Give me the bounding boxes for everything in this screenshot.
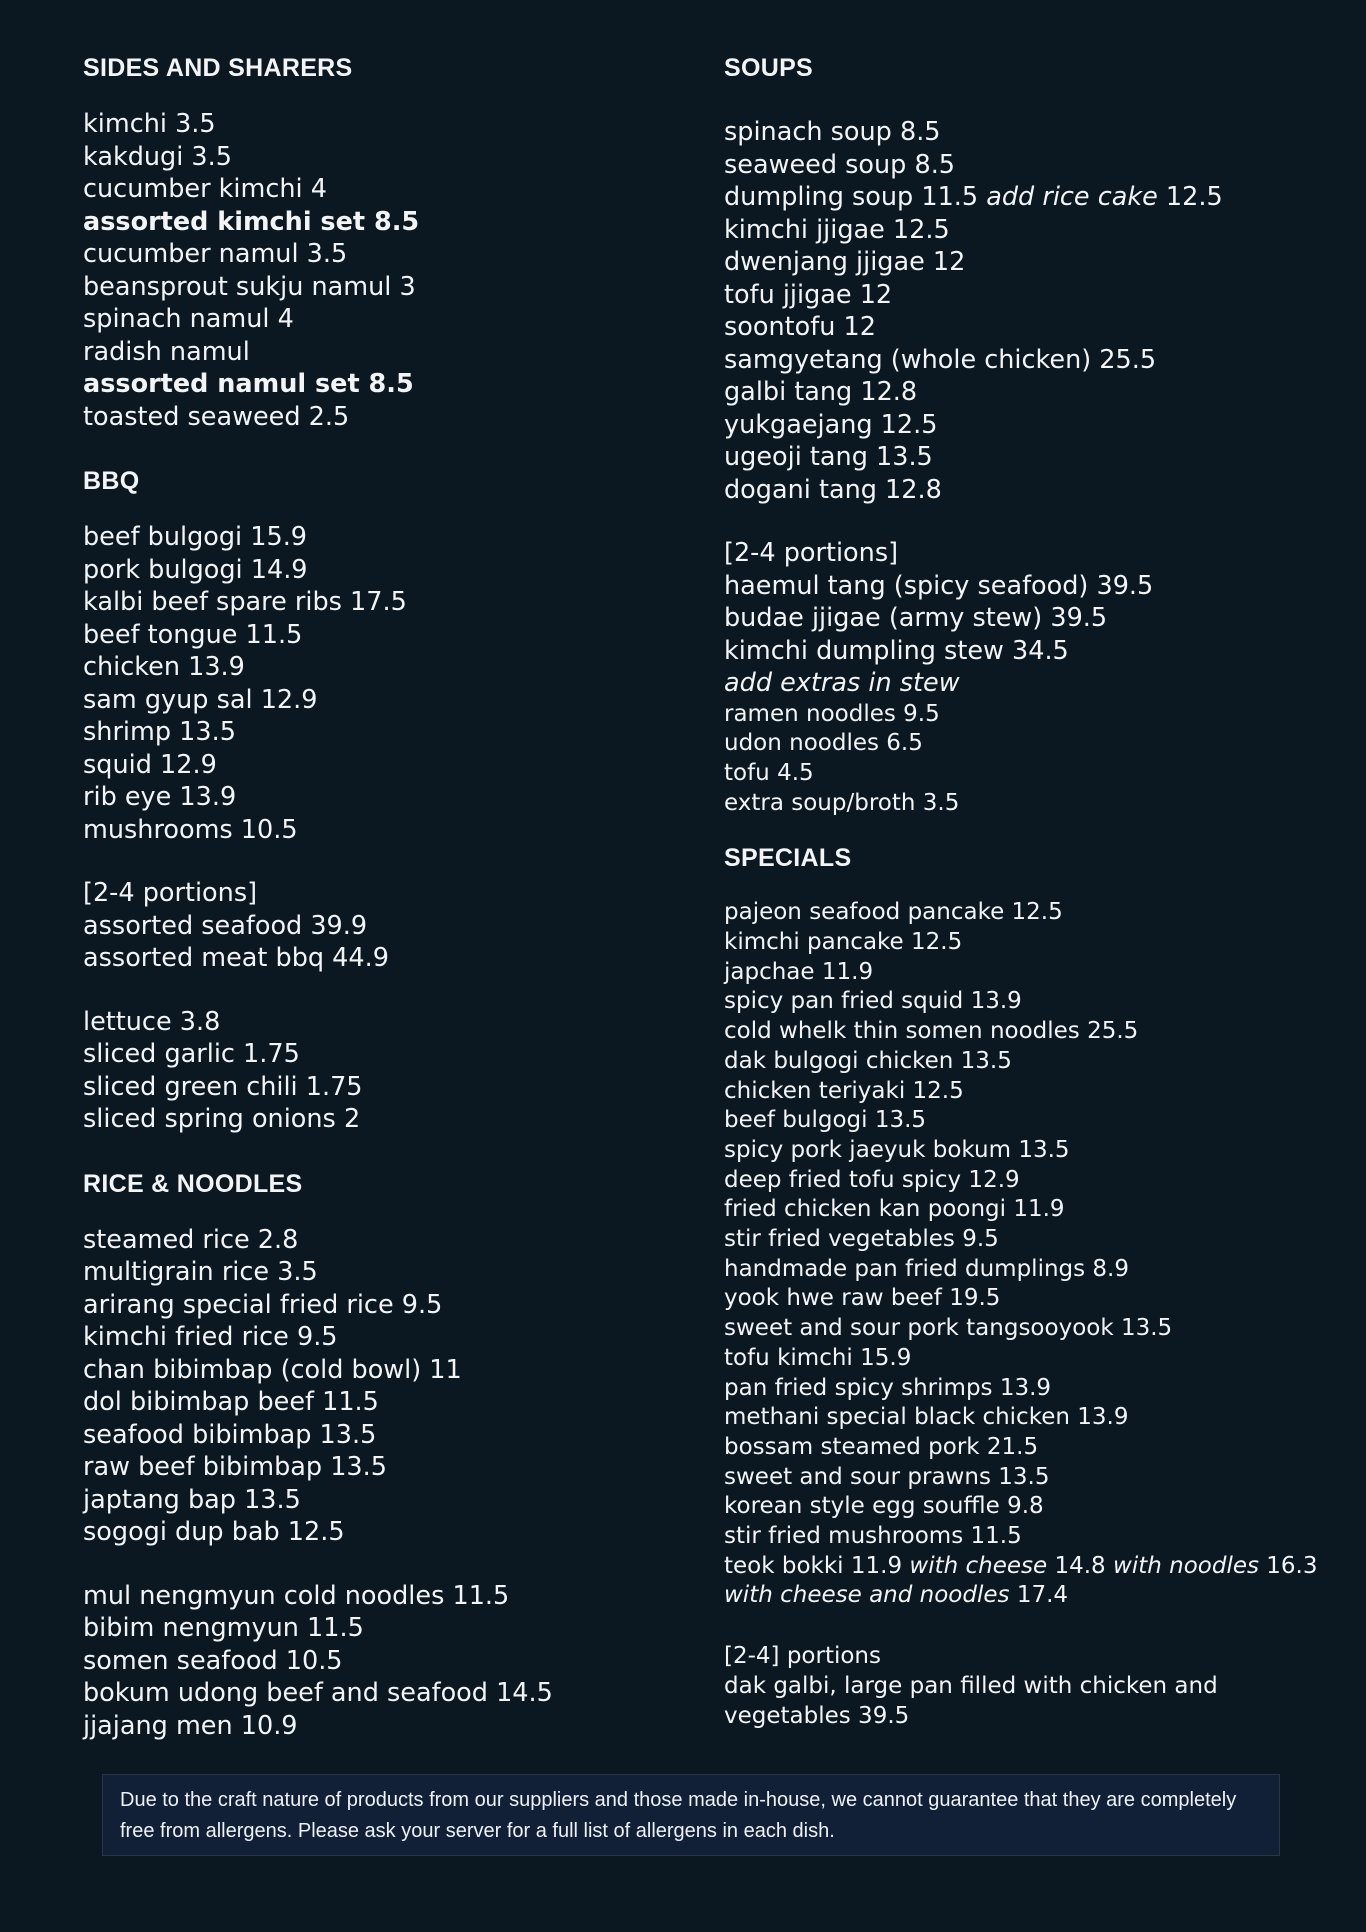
soups-portions-list — [724, 537, 1344, 700]
menu-item: assorted seafood 39.9 — [83, 910, 368, 941]
extras-label: add extras in stew — [724, 668, 960, 698]
noodles-list — [83, 1580, 693, 1743]
specials-list — [724, 898, 1344, 1611]
menu-item: fried chicken kan poongi 11.9 — [724, 1196, 1065, 1223]
section-title-specials: SPECIALS — [724, 844, 852, 873]
stew-extras-list — [724, 700, 1344, 819]
menu-item-addon: with cheese and noodles — [724, 1582, 1010, 1609]
menu-item: sliced garlic 1.75 — [83, 1039, 300, 1069]
menu-item: rib eye 13.9 — [83, 782, 237, 812]
menu-item: dwenjang jjigae 12 — [724, 247, 966, 277]
menu-item: mul nengmyun cold noodles 11.5 — [83, 1580, 510, 1611]
menu-item: pajeon seafood pancake 12.5 — [724, 899, 1063, 926]
menu-item: spicy pork jaeyuk bokum 13.5 — [724, 1136, 1070, 1163]
menu-item: extra soup/broth 3.5 — [724, 789, 960, 816]
menu-item: ugeoji tang 13.5 — [724, 442, 933, 472]
menu-item: cucumber namul 3.5 — [83, 239, 348, 269]
menu-item: kimchi jjigae 12.5 — [724, 214, 950, 245]
menu-item: chicken 13.9 — [83, 652, 245, 682]
soups-list — [724, 116, 1344, 506]
bbq-list — [83, 521, 693, 846]
menu-item: beansprout sukju namul 3 — [83, 271, 416, 302]
menu-item-addon-price: 12.5 — [1157, 182, 1223, 212]
menu-item — [724, 181, 1344, 214]
menu-item: dak bulgogi chicken 13.5 — [724, 1047, 1012, 1074]
menu-item: arirang special fried rice 9.5 — [83, 1289, 443, 1320]
menu-item: tofu jjigae 12 — [724, 279, 893, 310]
menu-item-main: teok bokki 11.9 — [724, 1552, 910, 1579]
menu-item: tofu 4.5 — [724, 759, 814, 786]
menu-item: dak galbi, large pan filled with chicken and vegetables 39.5 — [724, 1672, 1218, 1729]
menu-item: kimchi 3.5 — [83, 109, 216, 139]
menu-item: spinach namul 4 — [83, 304, 294, 334]
menu-item-addon-price: 16.3 — [1258, 1552, 1318, 1579]
menu-item-addon-price: 17.4 — [1009, 1582, 1069, 1609]
menu-item: cucumber kimchi 4 — [83, 174, 327, 204]
menu-item: stir fried vegetables 9.5 — [724, 1226, 999, 1253]
allergen-notice: Due to the craft nature of products from our suppliers and those made in-house, we cannot guarantee that they are completely free from allergens. Please ask your server for a full list of allergens in each dish. — [102, 1774, 1280, 1856]
menu-item: seaweed soup 8.5 — [724, 149, 956, 180]
menu-item: kimchi pancake 12.5 — [724, 929, 963, 956]
menu-item-main: dumpling soup 11.5 — [724, 182, 987, 212]
menu-item: spinach soup 8.5 — [724, 117, 941, 147]
menu-item: shrimp 13.5 — [83, 717, 236, 747]
menu-item: jjajang men 10.9 — [83, 1710, 298, 1741]
right-column — [724, 46, 1344, 1731]
menu-item: sweet and sour prawns 13.5 — [724, 1463, 1050, 1490]
menu-item: bibim nengmyun 11.5 — [83, 1613, 364, 1643]
menu-item: kalbi beef spare ribs 17.5 — [83, 587, 407, 617]
portions-label: [2-4 portions] — [724, 538, 899, 568]
menu-item: chan bibimbap (cold bowl) 11 — [83, 1354, 462, 1385]
menu-item: assorted meat bbq 44.9 — [83, 943, 389, 973]
menu-item-addon: add rice cake — [986, 182, 1158, 212]
menu-item: yukgaejang 12.5 — [724, 409, 938, 440]
menu-item: yook hwe raw beef 19.5 — [724, 1285, 1001, 1312]
menu-item: mushrooms 10.5 — [83, 814, 298, 845]
menu-item: budae jjigae (army stew) 39.5 — [724, 603, 1108, 633]
menu-item: kimchi dumpling stew 34.5 — [724, 635, 1069, 666]
menu-item: korean style egg souffle 9.8 — [724, 1493, 1044, 1520]
menu-item: steamed rice 2.8 — [83, 1224, 299, 1255]
left-column — [83, 46, 693, 1742]
menu-item: sam gyup sal 12.9 — [83, 684, 318, 715]
menu-item: pan fried spicy shrimps 13.9 — [724, 1374, 1052, 1401]
section-title-soups: SOUPS — [724, 54, 814, 82]
menu-item: haemul tang (spicy seafood) 39.5 — [724, 570, 1154, 601]
menu-item: squid 12.9 — [83, 749, 217, 780]
menu-item: galbi tang 12.8 — [724, 377, 918, 407]
menu-item-featured: assorted kimchi set 8.5 — [83, 206, 420, 237]
section-title-sides: SIDES AND SHARERS — [83, 54, 353, 82]
menu-item: toasted seaweed 2.5 — [83, 401, 350, 432]
menu-item: dol bibimbap beef 11.5 — [83, 1387, 379, 1417]
menu-item: sliced spring onions 2 — [83, 1104, 361, 1134]
menu-item: radish namul — [83, 336, 250, 367]
menu-item: kimchi fried rice 9.5 — [83, 1322, 338, 1352]
portions-label: [2-4 portions] — [83, 878, 258, 908]
menu-item: sliced green chili 1.75 — [83, 1071, 363, 1102]
menu-item: handmade pan fried dumplings 8.9 — [724, 1255, 1130, 1282]
menu-item: beef bulgogi 13.5 — [724, 1107, 927, 1134]
menu-item: sogogi dup bab 12.5 — [83, 1517, 345, 1547]
menu-item-featured: assorted namul set 8.5 — [83, 369, 414, 399]
menu-item: bossam steamed pork 21.5 — [724, 1433, 1039, 1460]
menu-item: seafood bibimbap 13.5 — [83, 1419, 377, 1450]
menu-item-addon: with noodles — [1113, 1552, 1259, 1579]
menu-item: pork bulgogi 14.9 — [83, 554, 308, 585]
menu-item: raw beef bibimbap 13.5 — [83, 1452, 387, 1482]
sides-list — [83, 108, 693, 433]
menu-item: cold whelk thin somen noodles 25.5 — [724, 1018, 1139, 1045]
menu-item: lettuce 3.8 — [83, 1006, 221, 1037]
menu-item: deep fried tofu spicy 12.9 — [724, 1166, 1020, 1193]
menu-item-addon: with cheese — [909, 1552, 1048, 1579]
menu-item: sweet and sour pork tangsooyook 13.5 — [724, 1315, 1173, 1342]
menu-item: japchae 11.9 — [724, 958, 874, 985]
portions-label: [2-4] portions — [724, 1643, 881, 1670]
menu-item: japtang bap 13.5 — [83, 1484, 301, 1515]
section-title-rice-noodles: RICE & NOODLES — [83, 1169, 303, 1198]
bbq-portions-list — [83, 877, 693, 975]
menu-item: udon noodles 6.5 — [724, 730, 923, 757]
menu-item: somen seafood 10.5 — [83, 1645, 343, 1676]
bbq-extras-list — [83, 1006, 693, 1136]
menu-item: soontofu 12 — [724, 312, 876, 342]
menu-item-addon-price: 14.8 — [1047, 1552, 1114, 1579]
menu-item — [724, 1552, 1344, 1611]
specials-portions-list — [724, 1642, 1344, 1731]
menu-item: beef bulgogi 15.9 — [83, 522, 308, 552]
menu-item: beef tongue 11.5 — [83, 619, 303, 650]
menu-item: stir fried mushrooms 11.5 — [724, 1523, 1022, 1550]
menu-item: samgyetang (whole chicken) 25.5 — [724, 344, 1157, 375]
menu-item: tofu kimchi 15.9 — [724, 1344, 912, 1371]
rice-list — [83, 1224, 693, 1549]
menu-item: bokum udong beef and seafood 14.5 — [83, 1678, 553, 1708]
menu-item: spicy pan fried squid 13.9 — [724, 988, 1022, 1015]
menu-item: multigrain rice 3.5 — [83, 1257, 318, 1287]
menu-item: dogani tang 12.8 — [724, 474, 942, 505]
menu-item: chicken teriyaki 12.5 — [724, 1077, 964, 1104]
menu-item: kakdugi 3.5 — [83, 141, 232, 172]
section-title-bbq: BBQ — [83, 467, 140, 495]
menu-item: ramen noodles 9.5 — [724, 700, 940, 727]
menu-item: methani special black chicken 13.9 — [724, 1404, 1129, 1431]
